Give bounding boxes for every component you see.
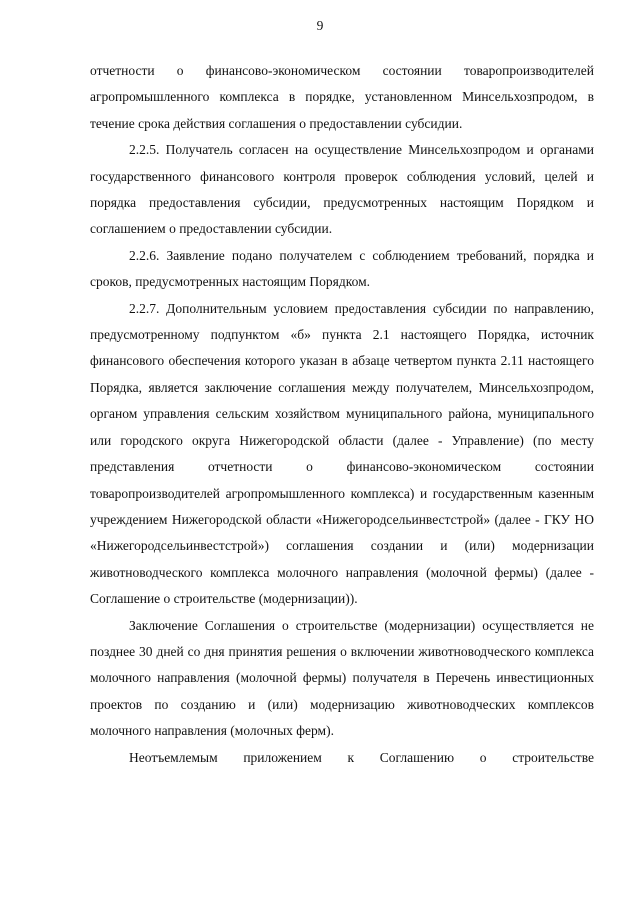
paragraph-agreement-conclusion: Заключение Соглашения о строительстве (модернизации) осуществляется не позднее 30 дней со дня принятия решения о включении животноводческого комплекса молочного направления (молочной фермы) получателя в Перечень инвестиционных проектов по созданию и (или) модернизацию животноводческих комплексов молочного направления (молочных ферм).	[90, 617, 594, 739]
page-number: 9	[316, 18, 324, 33]
paragraph-continuation: отчетности о финансово-экономическом состоянии товаропроизводителей агропромышленного комплекса в порядке, установленном Минсельхозпродом, в течение срока действия соглашения о предоставлении субсидии.	[90, 63, 594, 131]
paragraph-2-2-5: 2.2.5. Получатель согласен на осуществление Минсельхозпродом и органами государственного финансового контроля проверок соблюдения условий, целей и порядка предоставления субсидии, предусмотренных настоящим Порядком и соглашением о предоставлении субсидии.	[90, 142, 594, 237]
paragraph-2-2-6: 2.2.6. Заявление подано получателем с соблюдением требований, порядка и сроков, предусмотренных настоящим Порядком.	[90, 247, 594, 290]
paragraph-2-2-7: 2.2.7. Дополнительным условием предоставления субсидии по направлению, предусмотренному подпунктом «б» пункта 2.1 настоящего Порядка, источник финансового обеспечения которого указан в абзаце четвертом пункта 2.11 настоящего Порядка, является заключение соглашения между получателем, Минсельхозпродом, органом управления сельским хозяйством муниципального района, муниципального или городского округа Нижегородской области (далее - Управление) (по месту представления отчетности о финансово-экономическом состоянии товаропроизводителей агропромышленного комплекса) и государственным казенным учреждением Нижегородской области «Нижегородсельинвестстрой» (далее - ГКУ НО «Нижегородсельинвестстрой») соглашения создании и (или) модернизации животноводческого комплекса молочного направления (молочной фермы) (далее - Соглашение о строительстве (модернизации)).	[90, 300, 594, 607]
document-body	[90, 58, 594, 771]
paragraph-agreement-annex: Неотъемлемым приложением к Соглашению о строительстве	[129, 749, 594, 765]
